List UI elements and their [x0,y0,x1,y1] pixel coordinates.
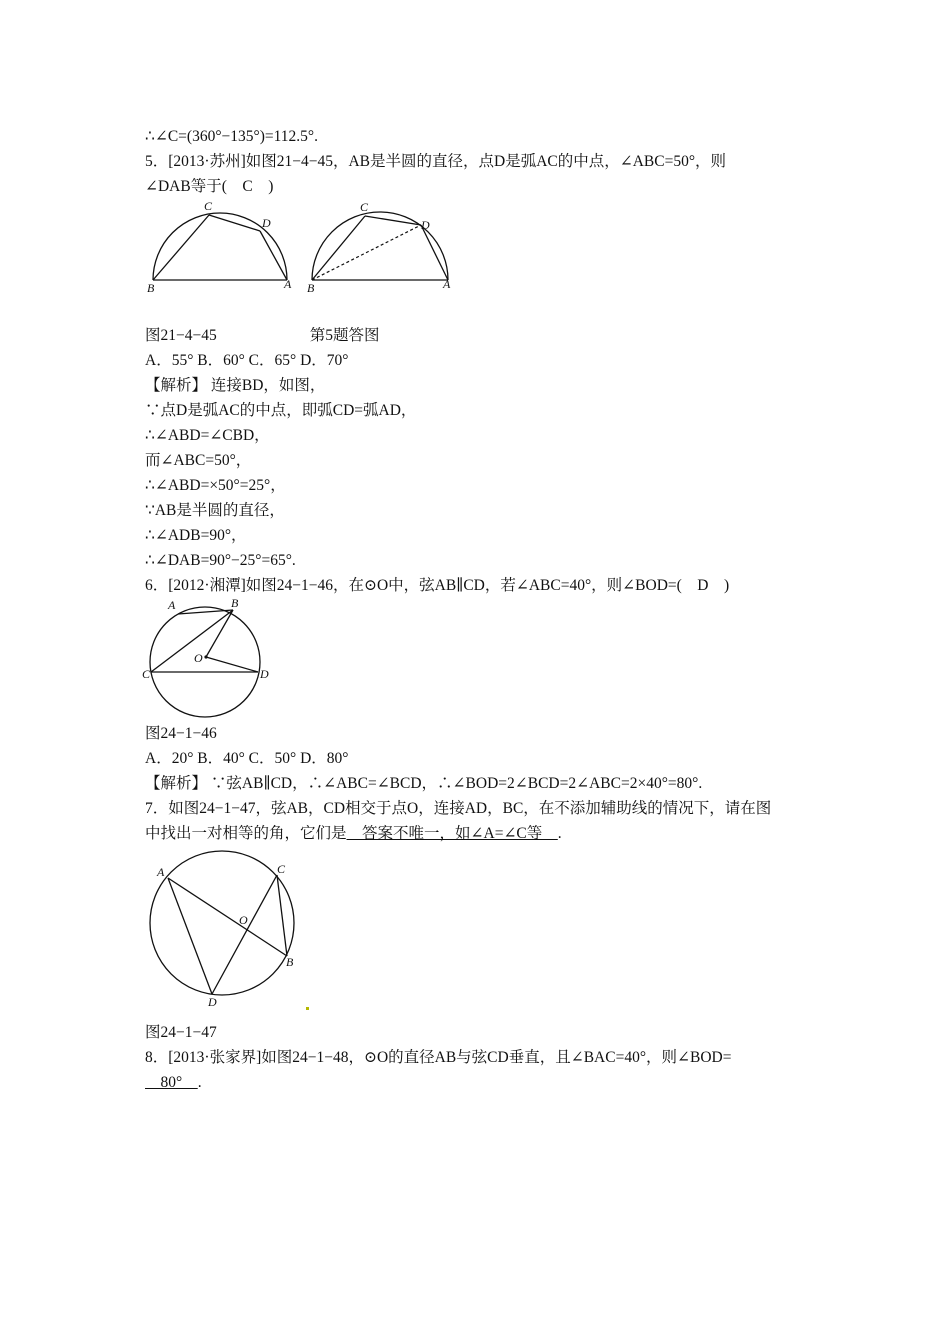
fig2-label-b: B [307,281,315,295]
line-q7-stem: 7．如图24−1−47，弦AB，CD相交于点O，连接AD，BC，在不添加辅助线的情况下，请在图 [145,800,772,817]
line-q5-captions: 图21−4−45 第5题答图 [145,327,380,344]
fig4-label-a: A [157,865,165,879]
fig3-label-c: C [142,667,151,681]
fig2-label-a: A [443,277,451,291]
line-q5-step-6: ∴∠ADB=90°， [145,527,247,544]
fig1-label-d: D [262,216,271,230]
fig4-label-c: C [277,862,286,876]
q7-answer: 答案不唯一，如∠A=∠C等 [346,825,558,842]
line-q6-analysis: 【解析】 ∵弦AB∥CD，∴∠ABC=∠BCD，∴∠BOD=2∠BCD=2∠ABC=2×40°=80°. [145,775,703,792]
line-q4-conclusion: ∴∠C=(360°−135°)=112.5°. [145,128,319,145]
line-q5-step-1: ∵点D是弧AC的中点，即弧CD=弧AD， [145,402,417,419]
line-q7-caption: 图24−1−47 [145,1024,217,1041]
fig3-label-a: A [168,598,176,612]
fig1-label-c: C [204,199,213,213]
fig4-label-d: D [208,995,217,1009]
q8-answer: 80° [145,1074,198,1091]
figure-24-1-47 [145,848,305,1010]
fig1-label-b: B [147,281,155,295]
line-q8-stem-2 [145,1073,202,1093]
figure-21-4-45 [145,198,295,296]
stray-mark [306,1007,309,1010]
fig4-label-b: B [286,955,294,969]
q8-suffix: . [197,1074,202,1091]
line-q6-stem: 6．[2012·湘潭]如图24−1−46，在⊙O中，弦AB∥CD，若∠ABC=40°，则∠BOD=( D ) [145,577,730,594]
fig4-label-o: O [239,913,248,927]
fig3-label-d: D [260,667,269,681]
fig2-label-c: C [360,200,369,214]
line-q8-stem: 8．[2013·张家界]如图24−1−48，⊙O的直径AB与弦CD垂直，且∠BAC=40°，则∠BOD= [145,1049,732,1066]
figure-24-1-46 [138,592,273,714]
line-q5-stem: 5．[2013·苏州]如图21−4−45，AB是半圆的直径，点D是弧AC的中点，∠ABC=50°，则 [145,153,727,170]
figure-q5-answer [305,198,455,296]
q7-suffix: . [557,825,562,842]
fig2-label-d: D [421,218,430,232]
line-q5-options: A．55° B．60° C．65° D．70° [145,352,349,369]
line-q6-caption: 图24−1−46 [145,725,217,742]
line-q5-analysis: 【解析】 连接BD，如图， [145,377,326,394]
line-q7-stem-2 [145,824,562,844]
line-q5-step-4: ∴∠ABD=×50°=25°， [145,477,286,494]
fig1-label-a: A [284,277,292,291]
line-q5-step-7: ∴∠DAB=90°−25°=65°. [145,552,296,569]
line-q5-step-3: 而∠ABC=50°， [145,452,252,469]
line-q5-step-2: ∴∠ABD=∠CBD， [145,427,270,444]
line-q5-step-5: ∵AB是半圆的直径， [145,502,285,519]
line-q5-stem-2: ∠DAB等于( C ) [145,178,274,195]
line-q6-options: A．20° B．40° C．50° D．80° [145,750,349,767]
fig3-label-b: B [231,596,239,610]
fig3-label-o: O [194,651,203,665]
q7-prefix: 中找出一对相等的角，它们是 [145,825,347,842]
